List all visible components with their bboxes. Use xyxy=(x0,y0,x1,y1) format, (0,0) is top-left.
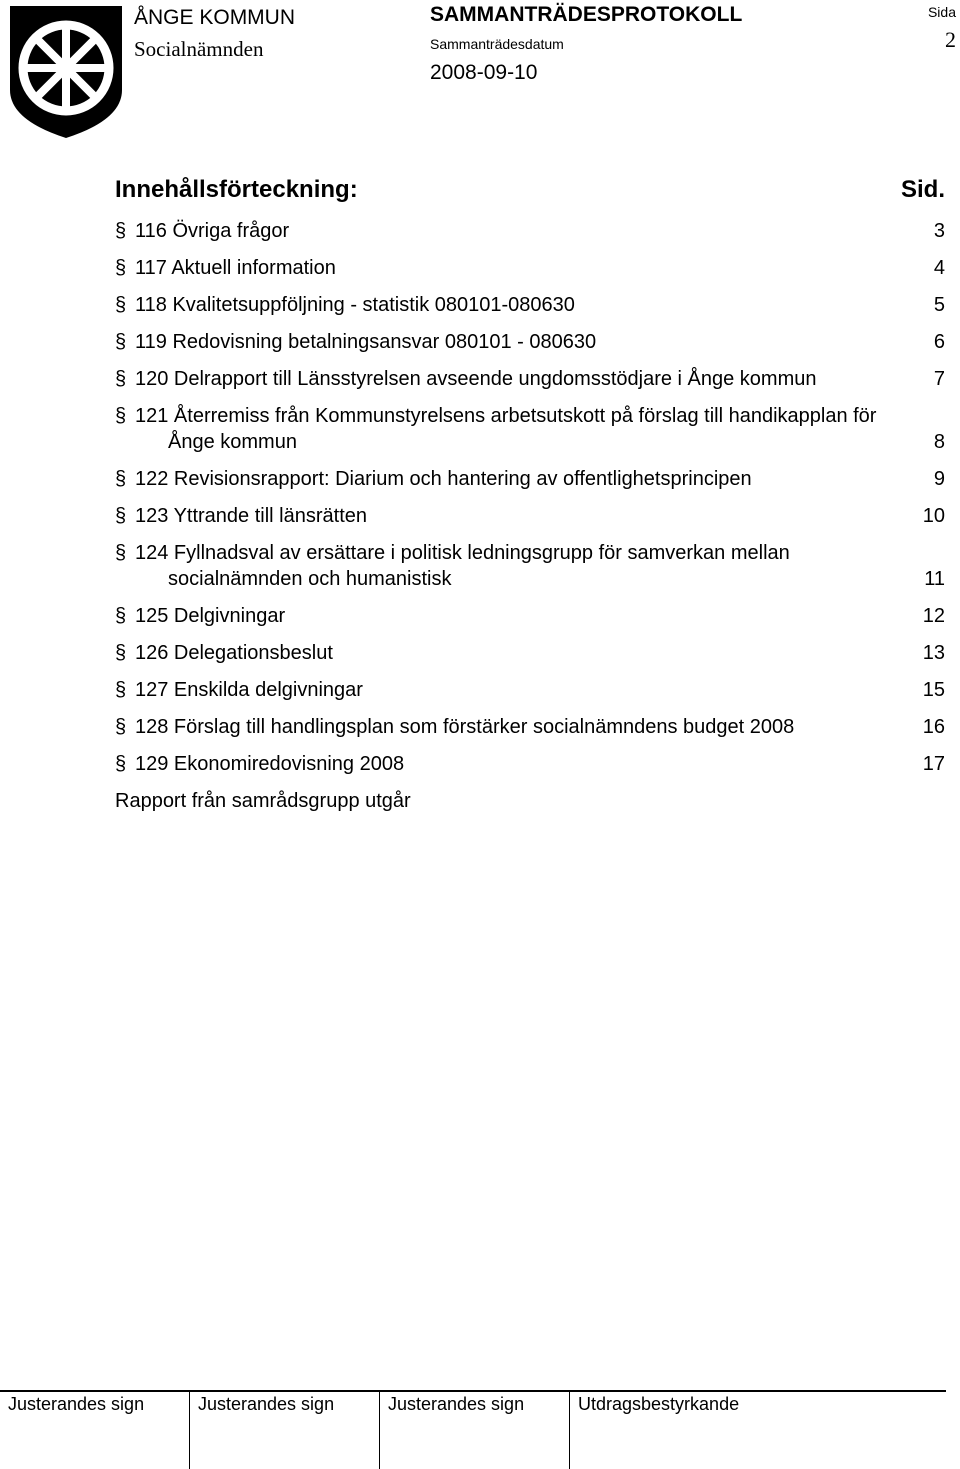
section-symbol: § xyxy=(115,753,127,775)
toc-entry xyxy=(115,751,945,777)
toc-heading: Innehållsförteckning: xyxy=(115,176,358,203)
toc-entry-title: 120 Delrapport till Länsstyrelsen avseende ungdomsstödjare i Ånge kommun xyxy=(135,368,817,390)
section-symbol: § xyxy=(115,294,127,316)
section-symbol: § xyxy=(115,542,127,564)
toc-entry-title: 119 Redovisning betalningsansvar 080101 - 080630 xyxy=(135,331,597,353)
certification-cell: Utdragsbestyrkande xyxy=(578,1394,740,1414)
section-symbol: § xyxy=(115,642,127,664)
section-symbol: § xyxy=(115,220,127,242)
section-symbol: § xyxy=(115,331,127,353)
page-number: 2 xyxy=(945,27,956,52)
toc-entry-title: 122 Revisionsrapport: Diarium och hantering av offentlighetsprincipen xyxy=(135,468,752,490)
table-of-contents xyxy=(115,218,945,814)
toc-entry-title: 126 Delegationsbeslut xyxy=(135,642,333,664)
signature-cell: Justerandes sign xyxy=(380,1392,570,1469)
toc-entry xyxy=(115,292,945,318)
toc-entry xyxy=(115,603,945,629)
toc-entry-title: 118 Kvalitetsuppföljning - statistik 080101-080630 xyxy=(135,294,575,316)
board-name: Socialnämnden xyxy=(134,37,264,61)
toc-entry xyxy=(115,540,945,592)
toc-heading-row xyxy=(115,176,945,210)
meeting-date: 2008-09-10 xyxy=(430,61,538,84)
section-symbol: § xyxy=(115,405,127,427)
section-symbol: § xyxy=(115,468,127,490)
toc-entry-page: 15 xyxy=(922,679,945,701)
toc-entry-page: 11 xyxy=(924,568,945,590)
section-symbol: § xyxy=(115,368,127,390)
toc-entry-page: 8 xyxy=(933,431,945,453)
municipal-wheel-crest-icon xyxy=(8,2,124,140)
toc-entry-title: 125 Delgivningar xyxy=(135,605,286,627)
toc-entry xyxy=(115,466,945,492)
toc-entry xyxy=(115,677,945,703)
section-symbol: § xyxy=(115,505,127,527)
toc-entry-page: 10 xyxy=(922,505,945,527)
toc-entry xyxy=(115,640,945,666)
toc-entry-title: 123 Yttrande till länsrätten xyxy=(135,505,368,527)
document-title: SAMMANTRÄDESPROTOKOLL xyxy=(430,3,743,26)
toc-note: Rapport från samrådsgrupp utgår xyxy=(115,790,411,812)
section-symbol: § xyxy=(115,257,127,279)
toc-entry xyxy=(115,366,945,392)
toc-entry-page: 12 xyxy=(922,605,945,627)
toc-entry-page: 3 xyxy=(933,220,945,242)
signature-cell: Justerandes sign xyxy=(0,1392,190,1469)
toc-entry-title: 128 Förslag till handlingsplan som förstärker socialnämndens budget 2008 xyxy=(135,716,795,738)
toc-entry xyxy=(115,403,945,455)
toc-entry-page: 16 xyxy=(922,716,945,738)
toc-entry-page: 4 xyxy=(933,257,945,279)
toc-entry-page: 13 xyxy=(922,642,945,664)
toc-page-heading: Sid. xyxy=(900,176,945,203)
toc-entry xyxy=(115,255,945,281)
signature-cell: Justerandes sign xyxy=(190,1392,380,1469)
section-symbol: § xyxy=(115,716,127,738)
organization-name: ÅNGE KOMMUN xyxy=(134,6,296,29)
toc-entry xyxy=(115,714,945,740)
section-symbol: § xyxy=(115,605,127,627)
toc-entry-title: 127 Enskilda delgivningar xyxy=(135,679,363,701)
toc-entry-page: 9 xyxy=(933,468,945,490)
meeting-date-label: Sammanträdesdatum xyxy=(430,36,564,52)
toc-entry xyxy=(115,329,945,355)
toc-entry-title: 129 Ekonomiredovisning 2008 xyxy=(135,753,405,775)
toc-entry-title: 117 Aktuell information xyxy=(135,257,336,279)
toc-entry xyxy=(115,218,945,244)
toc-entry-page: 17 xyxy=(922,753,945,775)
toc-entry-title: 121 Återremiss från Kommunstyrelsens arbetsutskott på förslag till handikapplan för Ånge kommun xyxy=(135,405,877,453)
signature-footer xyxy=(0,1392,946,1469)
section-symbol: § xyxy=(115,679,127,701)
toc-entry-page: 6 xyxy=(933,331,945,353)
toc-entry-title: 116 Övriga frågor xyxy=(135,220,290,242)
page-label: Sida xyxy=(927,4,956,20)
toc-entry xyxy=(115,503,945,529)
toc-entry-page: 5 xyxy=(933,294,945,316)
toc-entry-page: 7 xyxy=(933,368,945,390)
toc-entry-title: 124 Fyllnadsval av ersättare i politisk ledningsgrupp för samverkan mellan socialnämnden och humanistisk xyxy=(135,542,790,590)
